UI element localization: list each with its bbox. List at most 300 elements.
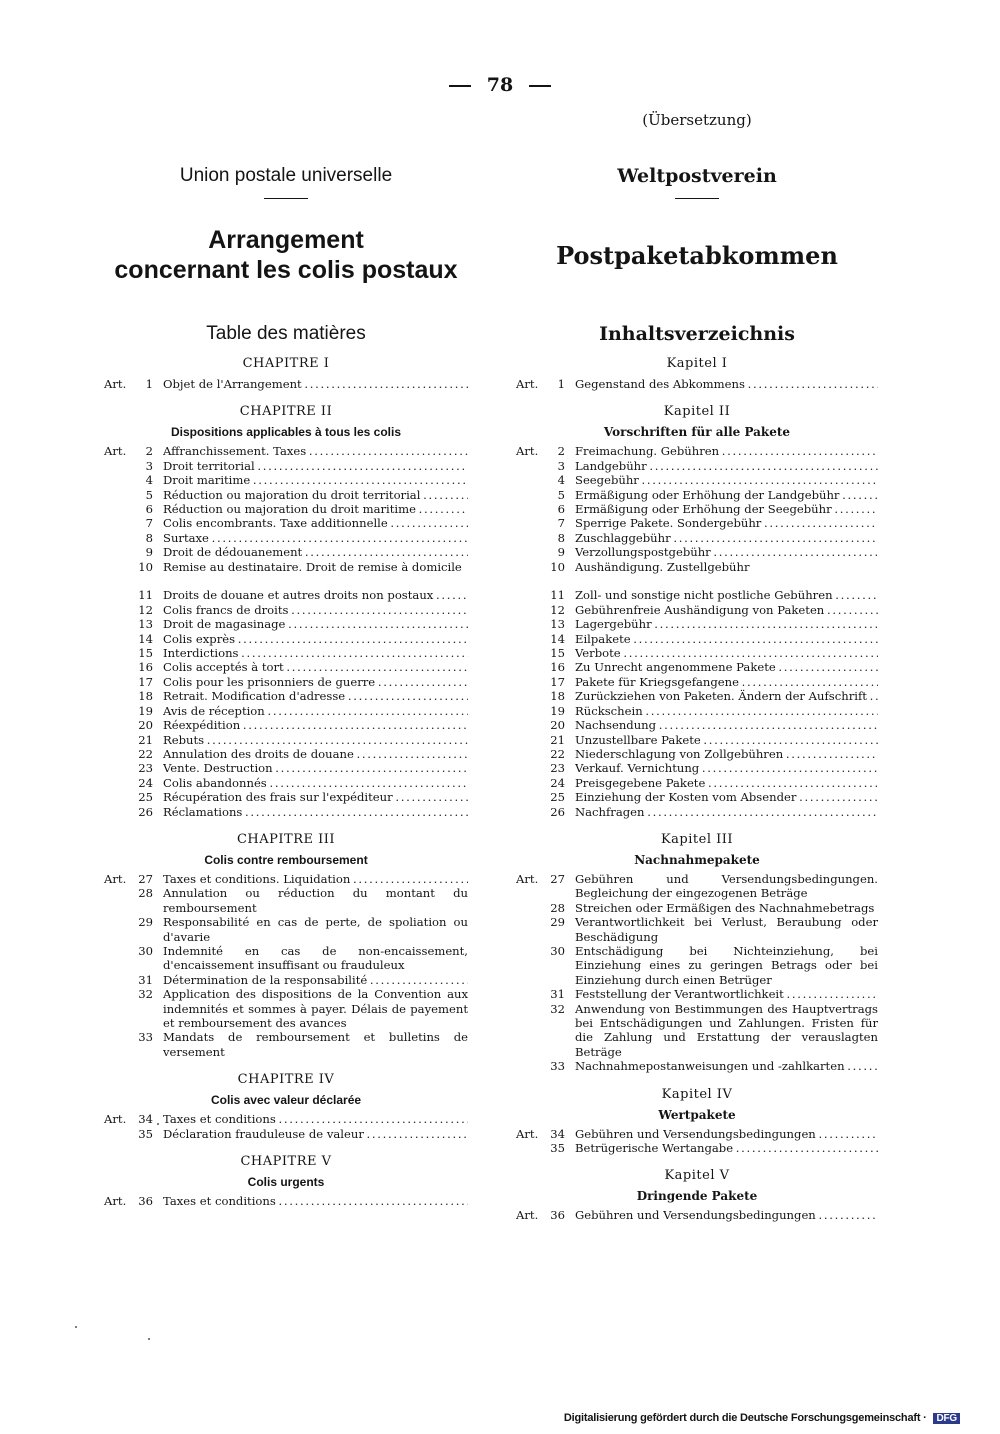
toc-entry (516, 545, 878, 559)
toc-entries (104, 1112, 468, 1141)
article-title: Unzustellbare Pakete . . . (575, 733, 878, 747)
article-prefix (104, 1127, 138, 1141)
article-title: Taxes et conditions . . . (163, 1194, 468, 1208)
article-number: 27 (138, 871, 153, 886)
article-prefix (516, 560, 550, 589)
article-number: 19 (550, 703, 565, 718)
toc-entry (104, 459, 468, 473)
chapter-subtitle: Colis avec valeur déclarée (210, 1093, 362, 1108)
toc-entry (104, 1127, 468, 1141)
article-prefix (516, 617, 550, 631)
toc-entry (104, 1194, 468, 1208)
article-prefix (516, 761, 550, 775)
chapter-subtitle: Wertpakete (658, 1107, 736, 1122)
article-number: 26 (550, 804, 565, 819)
article-title: Zurückziehen von Paketen. Ändern der Aufschrift . . . (575, 689, 878, 703)
article-title: Indemnité en cas de non-encaissement, d'encaissement insuffisant ou frauduleux (163, 943, 468, 973)
article-number: 27 (550, 871, 565, 886)
toc-entry (516, 588, 878, 602)
article-title: Déclaration frauduleuse de valeur . . . (163, 1127, 468, 1141)
chapter (104, 831, 468, 1059)
toc-entries (516, 1208, 878, 1222)
article-prefix (104, 790, 138, 804)
french-column (104, 108, 468, 1208)
article-number: 17 (550, 674, 565, 689)
toc-entry (104, 377, 468, 391)
article-prefix: Art. (104, 1194, 127, 1209)
toc-entry (516, 1127, 878, 1141)
article-prefix (104, 704, 138, 718)
toc-entry (516, 790, 878, 804)
toc-entry (516, 689, 878, 703)
article-title: Gebühren und Versendungsbedingungen . . . (575, 1208, 878, 1222)
article-title: Aushändigung. Zustellgebühr (575, 559, 750, 574)
toc-entry (516, 747, 878, 761)
german-column (516, 108, 878, 1223)
article-prefix (104, 617, 138, 631)
toc-entry (104, 689, 468, 703)
article-title: Colis acceptés à tort . . . (163, 660, 468, 674)
toc-entry (516, 488, 878, 502)
article-title: Eilpakete . . . (575, 632, 878, 646)
article-prefix (104, 588, 138, 602)
article-prefix (516, 733, 550, 747)
chapter-heading: Kapitel I (666, 356, 728, 371)
toc-entry (516, 459, 878, 473)
article-title: Verzollungspostgebühr . . . (575, 545, 878, 559)
article-number: 23 (550, 761, 565, 776)
toc-entry (104, 516, 468, 530)
footer-credit: Digitalisierung gefördert durch die Deutsche Forschungsgemeinschaft · DFG (564, 1412, 960, 1424)
article-title: Freimachung. Gebühren . . . (575, 444, 878, 458)
toc-entry (104, 747, 468, 761)
toc-entry (516, 632, 878, 646)
article-number: 9 (557, 545, 565, 560)
article-number: 13 (138, 617, 153, 632)
article-prefix: Art. (516, 1208, 539, 1223)
toc-entry (104, 531, 468, 545)
article-number: 12 (138, 602, 153, 617)
article-title: Droit de dédouanement . . . (163, 545, 468, 559)
toc-entry (516, 1059, 878, 1073)
toc-entry (516, 502, 878, 516)
article-title: Réduction ou majoration du droit maritime . . . (163, 502, 468, 516)
article-prefix (516, 459, 550, 473)
chapter (104, 1071, 468, 1141)
article-prefix (104, 973, 138, 987)
article-prefix (516, 660, 550, 674)
article-prefix (516, 632, 550, 646)
article-prefix (516, 689, 550, 703)
article-prefix (104, 987, 138, 1030)
article-prefix (104, 761, 138, 775)
toc-entry (104, 646, 468, 660)
article-title: Retrait. Modification d'adresse . . . (163, 689, 468, 703)
article-prefix (104, 516, 138, 530)
toc-entries (104, 1194, 468, 1208)
article-title: Taxes et conditions . . . (163, 1112, 468, 1126)
article-prefix (516, 987, 550, 1001)
article-number: 33 (138, 1030, 153, 1045)
article-title: Récupération des frais sur l'expéditeur . . . (163, 790, 468, 804)
toc-entries (516, 377, 878, 391)
toc-entry (516, 1208, 878, 1222)
article-title: Seegebühr . . . (575, 473, 878, 487)
article-title: Anwendung von Bestimmungen des Hauptvertrags bei Entschädigungen und Zahlungen. Fristen für die Zahlung und Erstattung der verauslagten Beträge (575, 1001, 878, 1059)
toc-entry (516, 560, 878, 589)
chapter-heading: CHAPITRE III (236, 831, 336, 847)
doc-title-fr (104, 225, 468, 287)
article-prefix (516, 588, 550, 602)
toc-entries (104, 377, 468, 391)
article-number: 23 (138, 761, 153, 776)
toc-entry (516, 805, 878, 819)
article-number: 3 (557, 458, 565, 473)
chapter (104, 355, 468, 391)
article-title: Einziehung der Kosten vom Absender . . . (575, 790, 878, 804)
article-prefix (104, 733, 138, 747)
article-title: Interdictions . . . (163, 646, 468, 660)
article-title: Rebuts . . . (163, 733, 468, 747)
toc-entry (104, 473, 468, 487)
article-prefix (104, 747, 138, 761)
toc-entry (516, 1141, 878, 1155)
article-prefix (516, 747, 550, 761)
toc-entry (104, 790, 468, 804)
chapter-subtitle: Dispositions applicables à tous les colis (170, 425, 402, 440)
article-number: 7 (145, 516, 153, 531)
article-title: Streichen oder Ermäßigen des Nachnahmebetrags . . . (575, 901, 878, 915)
scan-speck (157, 1123, 159, 1125)
article-number: 35 (138, 1126, 153, 1141)
toc-entry (104, 718, 468, 732)
toc-entry (516, 718, 878, 732)
toc-entry (516, 704, 878, 718)
article-title: Pakete für Kriegsgefangene . . . (575, 675, 878, 689)
footer-credit-text: Digitalisierung gefördert durch die Deutsche Forschungsgemeinschaft (563, 1412, 921, 1424)
article-title: Zu Unrecht angenommene Pakete . . . (575, 660, 878, 674)
toc-entry (516, 872, 878, 901)
title-rule (264, 198, 308, 199)
article-number: 7 (557, 516, 565, 531)
article-number: 20 (138, 718, 153, 733)
article-prefix: Art. (104, 377, 127, 391)
toc-entry (516, 675, 878, 689)
article-prefix (104, 675, 138, 689)
article-prefix (104, 944, 138, 973)
article-number: 24 (550, 775, 565, 790)
article-title: Droits de douane et autres droits non postaux . . . (163, 588, 468, 602)
article-number: 11 (138, 588, 153, 603)
article-title: Gegenstand des Abkommens . . . (575, 377, 878, 391)
article-number: 8 (557, 530, 565, 545)
article-title: Mandats de remboursement et bulletins de versement (163, 1030, 468, 1059)
article-title: Betrügerische Wertangabe . . . (575, 1141, 878, 1155)
article-prefix (104, 560, 138, 589)
article-number: 5 (557, 487, 565, 502)
chapter-subtitle: Nachnahmepakete (634, 852, 760, 867)
article-number: 5 (145, 487, 153, 502)
article-title: Détermination de la responsabilité . . . (163, 973, 468, 987)
article-number: 24 (138, 775, 153, 790)
article-title: Avis de réception . . . (163, 704, 468, 718)
toc-entry (516, 733, 878, 747)
article-number: 16 (138, 660, 153, 675)
toc-entry (516, 1002, 878, 1060)
chapter-heading: CHAPITRE II (239, 404, 333, 420)
chapter (516, 1086, 878, 1156)
article-number: 28 (550, 900, 565, 915)
article-number: 10 (550, 559, 565, 574)
article-prefix (104, 718, 138, 732)
article-prefix (516, 488, 550, 502)
article-title: Droit territorial . . . (163, 459, 468, 473)
toc-entry (104, 761, 468, 775)
article-number: 11 (550, 588, 565, 603)
article-prefix: Art. (104, 444, 127, 459)
article-prefix (516, 790, 550, 804)
article-prefix (516, 531, 550, 545)
toc-entry (516, 944, 878, 987)
article-prefix (516, 1059, 550, 1073)
article-prefix (104, 805, 138, 819)
chapter-heading: CHAPITRE V (240, 1154, 332, 1170)
toc-entry (104, 560, 468, 589)
article-title: Colis pour les prisonniers de guerre . . . (163, 675, 468, 689)
article-prefix: Art. (516, 1126, 539, 1141)
article-title: Colis abandonnés . . . (163, 776, 468, 790)
dash-left (449, 85, 471, 87)
article-title: Colis encombrants. Taxe additionnelle . . . (163, 516, 468, 530)
article-prefix: Art. (516, 377, 539, 391)
article-prefix (104, 646, 138, 660)
article-number: 13 (550, 617, 565, 632)
article-prefix (104, 1030, 138, 1059)
article-number: 2 (557, 444, 565, 459)
article-title: Niederschlagung von Zollgebühren . . . (575, 747, 878, 761)
chapter-heading: Kapitel II (663, 404, 731, 420)
article-title: Feststellung der Verantwortlichkeit . . . (575, 987, 878, 1001)
article-prefix: Art. (516, 871, 539, 886)
article-number: 30 (550, 943, 565, 958)
article-title: Ermäßigung oder Erhöhung der Seegebühr . . . (575, 502, 878, 516)
article-title: Application des dispositions de la Convention aux indemnités et sommes à payer. Délais de payement et remboursement des avances (163, 987, 468, 1031)
article-number: 12 (550, 602, 565, 617)
article-title: Surtaxe . . . (163, 531, 468, 545)
toc-entry (516, 603, 878, 617)
article-title: Droit de magasinage . . . (163, 617, 468, 631)
article-number: 1 (557, 377, 565, 391)
article-prefix (104, 915, 138, 944)
article-number: 28 (138, 886, 153, 901)
article-number: 30 (138, 943, 153, 958)
chapter-subtitle: Colis contre remboursement (204, 852, 368, 867)
toc-entry (104, 617, 468, 631)
article-prefix (104, 531, 138, 545)
article-number: 1 (145, 377, 153, 391)
toc-entries (516, 1127, 878, 1156)
toc-de (516, 355, 878, 1223)
article-prefix (104, 660, 138, 674)
chapter-heading: CHAPITRE IV (237, 1072, 335, 1088)
toc-entry (104, 603, 468, 617)
toc-entry (516, 776, 878, 790)
article-title: Verkauf. Vernichtung . . . (575, 761, 878, 775)
article-number: 31 (550, 987, 565, 1002)
article-prefix (516, 805, 550, 819)
article-title: Verbote . . . (575, 646, 878, 660)
article-prefix (516, 1002, 550, 1060)
chapter (104, 403, 468, 819)
chapter (104, 1153, 468, 1208)
chapter (516, 1167, 878, 1222)
article-number: 6 (557, 502, 565, 517)
chapter (516, 355, 878, 391)
article-title: Zuschlaggebühr . . . (575, 531, 878, 545)
scan-speck (148, 1338, 150, 1340)
article-prefix (516, 516, 550, 530)
article-number: 14 (550, 631, 565, 646)
article-number: 17 (138, 674, 153, 689)
article-title: Nachfragen . . . (575, 805, 878, 819)
toc-entry (516, 915, 878, 944)
page-number (0, 74, 1000, 96)
article-number: 21 (138, 732, 153, 747)
article-title: Colis francs de droits . . . (163, 603, 468, 617)
toc-entry (104, 733, 468, 747)
toc-entry (104, 488, 468, 502)
article-number: 15 (550, 646, 565, 661)
toc-entry (516, 901, 878, 915)
article-title: Réexpédition . . . (163, 718, 468, 732)
article-prefix (104, 603, 138, 617)
toc-title-de: Inhaltsverzeichnis (599, 323, 795, 345)
article-prefix (516, 1141, 550, 1155)
article-title: Colis exprès . . . (163, 632, 468, 646)
toc-entries (104, 872, 468, 1059)
article-prefix (104, 886, 138, 915)
toc-entry (104, 915, 468, 944)
toc-entry (104, 704, 468, 718)
doc-title-fr-line2: concernant les colis postaux (114, 256, 458, 284)
chapter-heading: Kapitel IV (661, 1086, 733, 1102)
article-number: 29 (550, 915, 565, 930)
article-number: 21 (550, 732, 565, 747)
toc-entries (104, 444, 468, 819)
article-title: Gebührenfreie Aushändigung von Paketen . . . (575, 603, 878, 617)
article-number: 34 (138, 1112, 153, 1127)
article-prefix (516, 915, 550, 944)
article-title: Taxes et conditions. Liquidation . . . (163, 872, 468, 886)
union-title-de: Weltpostverein (617, 165, 777, 187)
translation-note-spacer (104, 108, 468, 132)
article-number: 36 (550, 1208, 565, 1223)
toc-entry (104, 987, 468, 1030)
article-number: 8 (145, 530, 153, 545)
article-prefix (104, 473, 138, 487)
article-number: 4 (557, 473, 565, 488)
article-number: 16 (550, 660, 565, 675)
article-number: 22 (138, 746, 153, 761)
article-prefix: Art. (104, 1112, 127, 1127)
toc-entry (516, 646, 878, 660)
toc-entries (516, 872, 878, 1074)
article-prefix (516, 473, 550, 487)
chapter-heading: Kapitel V (664, 1168, 730, 1184)
article-number: 25 (138, 790, 153, 805)
article-number: 4 (145, 473, 153, 488)
toc-entry (516, 377, 878, 391)
scan-speck (75, 1326, 77, 1328)
toc-entry (104, 872, 468, 886)
toc-entry (104, 805, 468, 819)
article-prefix (516, 502, 550, 516)
toc-entry (104, 502, 468, 516)
article-prefix (516, 603, 550, 617)
chapter-subtitle: Dringende Pakete (636, 1189, 758, 1204)
article-title: Objet de l'Arrangement . . . (163, 377, 468, 391)
article-number: 31 (138, 972, 153, 987)
article-prefix (104, 689, 138, 703)
toc-entry (104, 776, 468, 790)
article-title: Rückschein . . . (575, 704, 878, 718)
article-number: 32 (138, 987, 153, 1002)
toc-entry (104, 588, 468, 602)
article-number: 14 (138, 631, 153, 646)
article-title: Landgebühr . . . (575, 459, 878, 473)
article-prefix (104, 776, 138, 790)
article-title: Nachsendung . . . (575, 718, 878, 732)
article-number: 2 (145, 444, 153, 459)
article-prefix (516, 718, 550, 732)
article-number: 19 (138, 703, 153, 718)
article-number: 18 (138, 689, 153, 704)
toc-title-fr: Table des matières (206, 323, 366, 344)
article-title: Entschädigung bei Nichteinziehung, bei Einziehung eines zu geringen Betrags oder bei Einziehung durch einen Betrüger (575, 943, 878, 987)
article-prefix (516, 646, 550, 660)
toc-entry (516, 516, 878, 530)
toc-entry (516, 987, 878, 1001)
article-number: 20 (550, 718, 565, 733)
toc-entry (516, 617, 878, 631)
article-title: Annulation des droits de douane . . . (163, 747, 468, 761)
article-number: 3 (145, 458, 153, 473)
chapter (516, 403, 878, 819)
article-number: 6 (145, 502, 153, 517)
article-prefix (516, 944, 550, 987)
article-prefix (104, 632, 138, 646)
toc-entry (104, 944, 468, 973)
union-title-fr: Union postale universelle (179, 165, 393, 186)
toc-entry (104, 632, 468, 646)
article-title: Gebühren und Versendungsbedingungen. Begleichung der eingezogenen Beträge (575, 871, 878, 901)
article-title: Verantwortlichkeit bei Verlust, Beraubung oder Beschädigung (575, 915, 878, 944)
toc-entry (104, 1030, 468, 1059)
toc-fr (104, 355, 468, 1208)
article-title: Annulation ou réduction du montant du remboursement (163, 886, 468, 915)
toc-entry (516, 444, 878, 458)
article-number: 29 (138, 915, 153, 930)
toc-entries (516, 444, 878, 819)
article-title: Vente. Destruction . . . (163, 761, 468, 775)
article-prefix (104, 459, 138, 473)
title-rule (675, 198, 719, 199)
article-title: Lagergebühr . . . (575, 617, 878, 631)
article-prefix (516, 704, 550, 718)
article-title: Droit maritime . . . (163, 473, 468, 487)
article-prefix (516, 675, 550, 689)
article-title: Sperrige Pakete. Sondergebühr . . . (575, 516, 878, 530)
